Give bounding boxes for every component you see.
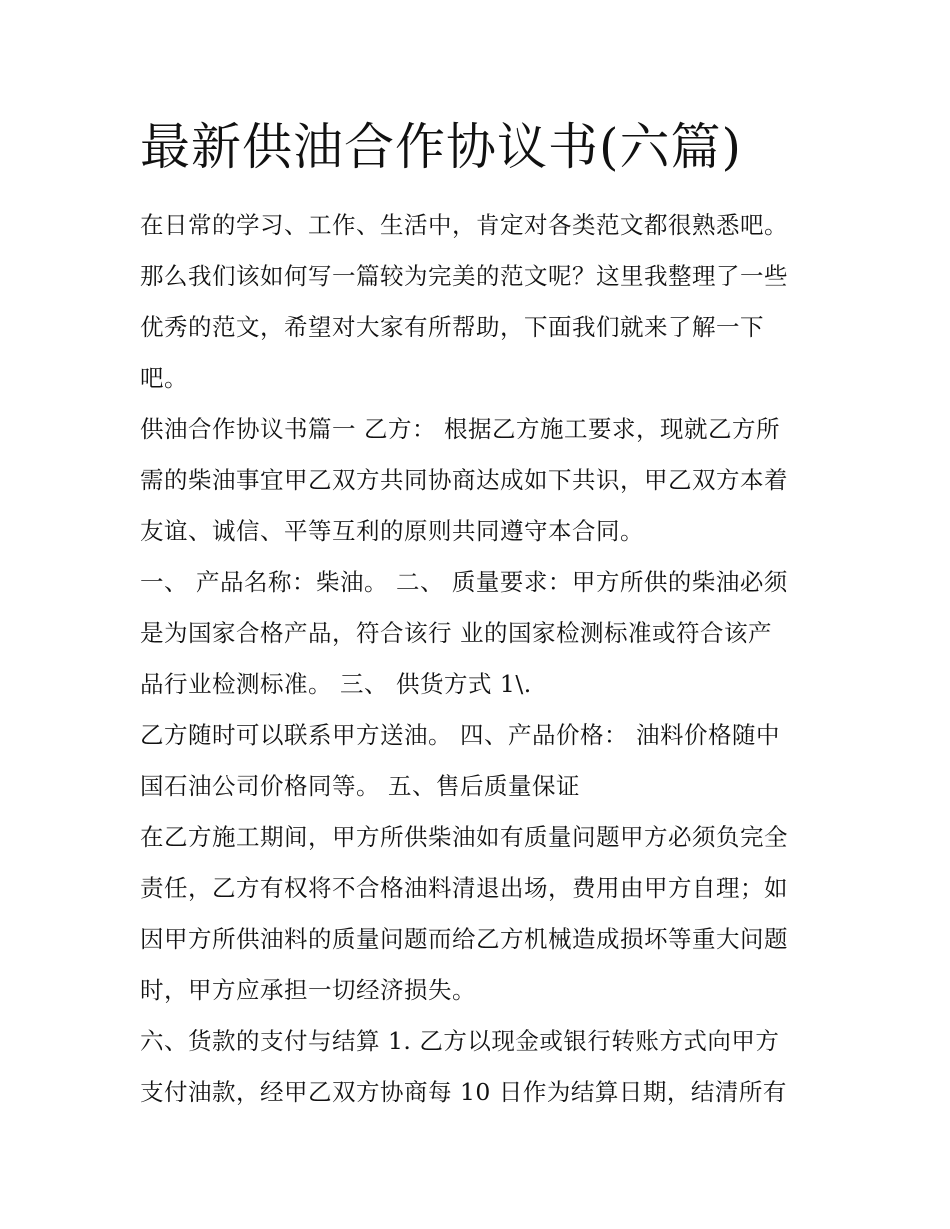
paragraph-clauses-four-five <box>140 710 820 812</box>
text-line: 友谊、诚信、平等互利的原则共同遵守本合同。 <box>140 517 644 545</box>
text-line: 支付油款，经甲乙双方协商每 10 日作为结算日期，结清所有 <box>140 1078 787 1106</box>
text-line: 责任，乙方有权将不合格油料清退出场，费用由甲方自理；如 <box>140 874 788 902</box>
text-line: 品行业检测标准。 三、 供货方式 1\. <box>140 670 532 698</box>
paragraph-intro <box>140 200 820 404</box>
text-line: 在日常的学习、工作、生活中，肯定对各类范文都很熟悉吧。 <box>140 211 788 239</box>
text-line: 那么我们该如何写一篇较为完美的范文呢？这里我整理了一些 <box>140 262 788 290</box>
text-line: 国石油公司价格同等。 五、售后质量保证 <box>140 772 580 800</box>
document-title: 最新供油合作协议书(六篇) <box>140 118 743 176</box>
text-line: 在乙方施工期间，甲方所供柴油如有质量问题甲方必须负完全 <box>140 823 788 851</box>
text-line: 供油合作协议书篇一 乙方： 根据乙方施工要求，现就乙方所 <box>140 415 780 443</box>
paragraph-payment <box>140 1016 820 1118</box>
text-line: 需的柴油事宜甲乙双方共同协商达成如下共识，甲乙双方本着 <box>140 466 788 494</box>
paragraph-quality-guarantee <box>140 812 820 1016</box>
text-line: 六、货款的支付与结算 1. 乙方以现金或银行转账方式向甲方 <box>140 1027 780 1055</box>
text-line: 一、 产品名称：柴油。 二、 质量要求：甲方所供的柴油必须 <box>140 568 788 596</box>
text-line: 吧。 <box>140 364 188 392</box>
text-line: 因甲方所供油料的质量问题而给乙方机械造成损坏等重大问题 <box>140 925 788 953</box>
text-line: 时，甲方应承担一切经济损失。 <box>140 976 476 1004</box>
document-body <box>140 112 820 1118</box>
text-line: 优秀的范文，希望对大家有所帮助，下面我们就来了解一下 <box>140 313 764 341</box>
paragraph-agreement-one <box>140 404 820 557</box>
text-line: 乙方随时可以联系甲方送油。 四、产品价格： 油料价格随中 <box>140 721 780 749</box>
paragraph-clauses-one-to-three <box>140 557 820 710</box>
text-line: 是为国家合格产品，符合该行 业的国家检测标准或符合该产 <box>140 619 772 647</box>
